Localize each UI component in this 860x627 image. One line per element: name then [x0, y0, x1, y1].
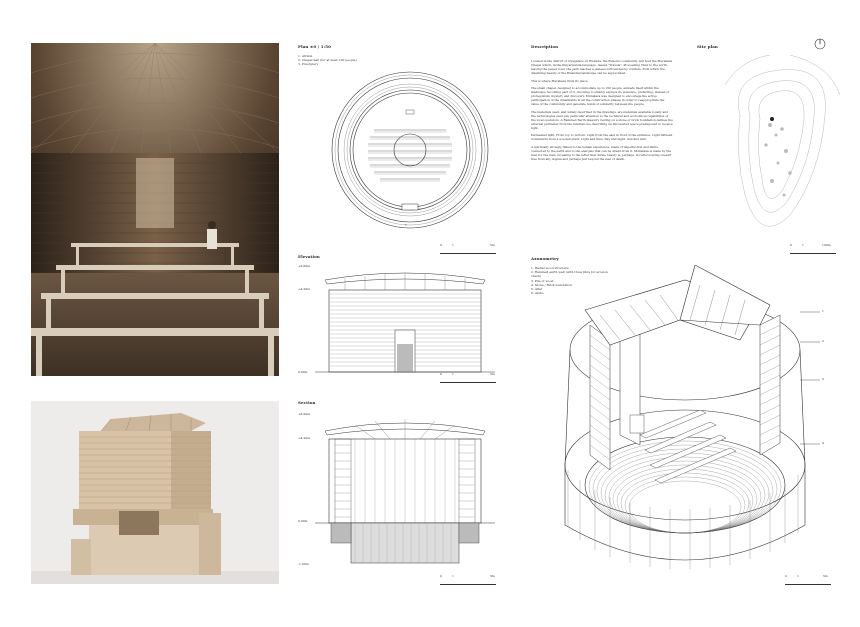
- scale-1: 1: [802, 243, 804, 247]
- plan-title: Plan ±0 / 1:50: [298, 44, 332, 49]
- scale-5: 5m: [490, 243, 495, 247]
- section-title: Section: [298, 400, 316, 405]
- scale-1: 1: [452, 574, 454, 578]
- section-level: +4.20m: [298, 436, 311, 440]
- scale-0: 0: [440, 372, 442, 376]
- description-paragraph: The small chapel, designed to accommodate up to 100 people, embeds itself within the landscape becoming part of it, choosing to silently express its presence, preferring, instead of protagonism, mystery and discovery. Murakaza was designed to encourage the active participation of the inhabitants in all the construction phases in order to reappropriate the value of the community and generate bonds of solidarity between the people.: [531, 85, 670, 107]
- scale-0: 0: [790, 243, 792, 247]
- scale-5: 5m: [823, 574, 828, 578]
- description-paragraph: Located in the district of Nyagatare, in Rwanda, the Rukomo community will host the Murakaza Chapel which, in the Kinyarwanda language, means "Travels". Proceeding Then to the north, leaving the paved road, the path reaches a plateau surrounded by conifers, from which the disarming beauty of the Rwandan landscape can be appreciated.: [531, 59, 673, 76]
- axo-callout-label: 3: [822, 377, 824, 381]
- model-photo: [31, 401, 279, 584]
- description-paragraph: The materials used, and widely described in the drawings, are materials available locally and the technologies used pay particular attention to the technical and economical capabilities of the local operators. A Rammed Earth masonry resting on a stone or brick foundation defines the external perimeter from the internal one describing an introverted space predisposed to receive light.: [531, 109, 673, 130]
- plan-scale-bar: [440, 243, 500, 254]
- section-drawing: [315, 415, 495, 575]
- axo-callout-label: 1: [822, 309, 824, 313]
- scale-1: 1: [452, 372, 454, 376]
- plan-drawing: [320, 70, 500, 240]
- site-title: Site plan: [697, 44, 718, 49]
- scale-0: 0: [440, 243, 442, 247]
- axonometry-title: Axonometry: [531, 256, 559, 261]
- axo-callout-label: 4: [822, 441, 824, 445]
- scale-0: 0: [440, 574, 442, 578]
- plan-legend-item: 2. Chapel hall (for at least 100 people): [298, 58, 357, 63]
- elevation-level: 0.00m: [298, 370, 308, 374]
- description-title: Description: [531, 44, 559, 49]
- elevation-level: +6.00m: [298, 264, 311, 268]
- interior-render: [31, 43, 279, 376]
- elevation-drawing: [315, 268, 495, 383]
- north-arrow-icon: [814, 38, 826, 50]
- description-paragraph: A spiritually strongly linked to the human experience, made of imperfection and limits, connected to the earth and to the energies that can be drawn from it. Murakaza is made by the men for the men, revealing to the latter that divine beauty is, perhaps, in rediscovering oneself free from any dogma and perhaps just beyond the fear of death.: [531, 144, 672, 161]
- description-paragraph: Permeated light. From top to bottom. Light from the east in front of the entrance. Light diffused downwards from a wooden stack. Light and time. Day and night. Sun and rain.: [531, 133, 673, 142]
- axo-legend-item: 3. Pile of wood: [531, 278, 554, 283]
- site-plan-drawing: [720, 55, 840, 245]
- section-level: -1.00m: [298, 562, 309, 566]
- elevation-scale-bar: [440, 372, 500, 383]
- elevation-title: Elevation: [298, 254, 320, 259]
- site-scale-bar: [790, 243, 840, 254]
- axonometry-drawing: [560, 265, 820, 585]
- elevation-level: +4.20m: [298, 287, 311, 291]
- axo-legend-item: 2. Rammed earth wall (with truss fibre for erosion check): [531, 270, 608, 279]
- scale-5: 5m: [490, 372, 495, 376]
- plan-legend: [298, 54, 357, 67]
- description-body: [531, 59, 673, 164]
- scale-1: 1: [797, 574, 799, 578]
- description-paragraph: This is where Murakaza finds its place.: [531, 78, 589, 83]
- axo-callout-label: 2: [822, 339, 824, 343]
- plan-legend-item: 1. Atrium: [298, 54, 313, 58]
- plan-label-1: 1: [405, 223, 407, 227]
- scale-1: 1: [452, 243, 454, 247]
- section-level: +6.00m: [298, 412, 311, 416]
- section-scale-bar: [440, 574, 500, 585]
- axo-legend-item: 1. Radial wood structure: [531, 266, 569, 270]
- scale-0: 0: [785, 574, 787, 578]
- axo-legend-item: 6. Ambo: [531, 291, 544, 296]
- scale-5: 5m: [490, 574, 495, 578]
- section-level: 0.00m: [298, 519, 308, 523]
- scale-100: 100m: [822, 243, 831, 247]
- axo-legend-item: 5. Altar: [531, 287, 543, 292]
- plan-legend-item: 3. Presbytery: [298, 62, 319, 67]
- axo-legend-item: 4. Stone / Brick foundation: [531, 282, 572, 287]
- axonometry-scale-bar: [785, 574, 835, 585]
